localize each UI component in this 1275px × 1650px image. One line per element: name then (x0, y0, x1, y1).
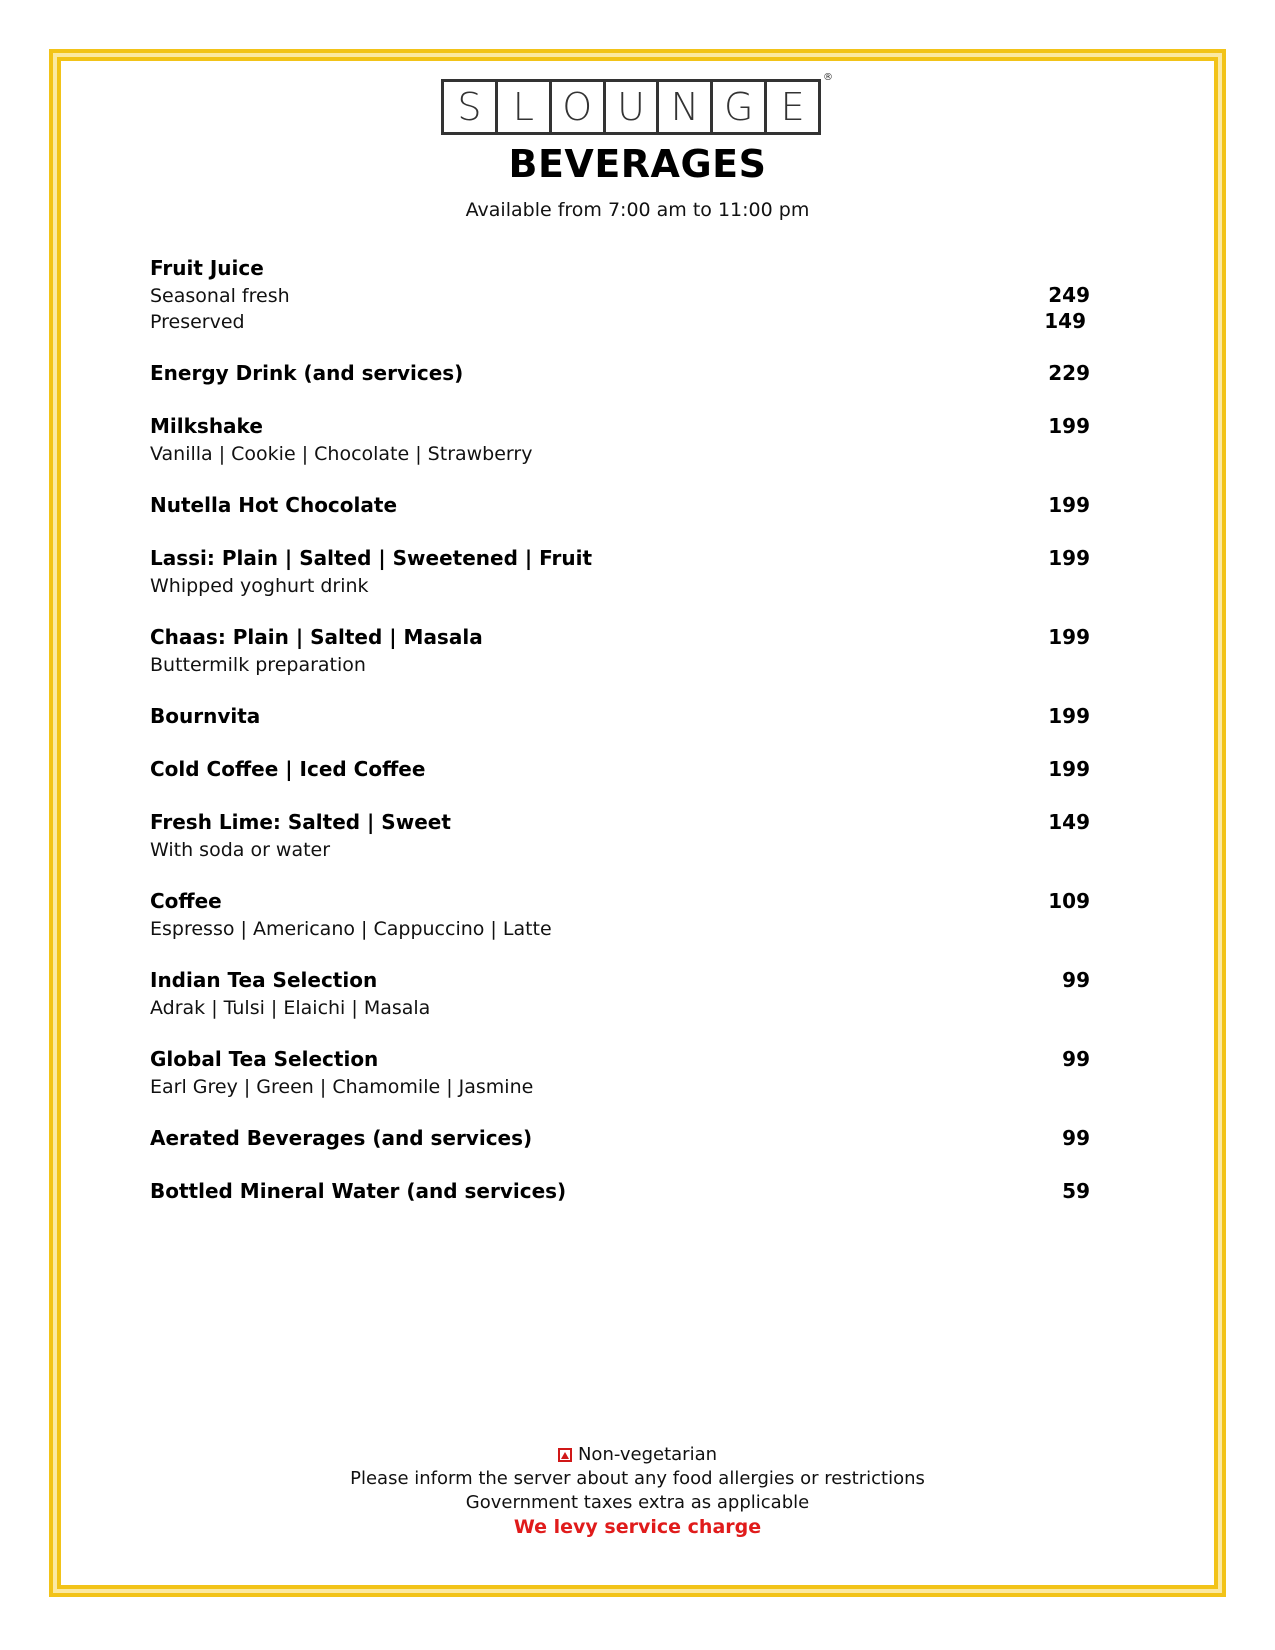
item-name: Chaas: Plain | Salted | Masala (150, 625, 483, 649)
option-name: Seasonal fresh (150, 285, 290, 307)
option-price: 149 (1044, 309, 1086, 333)
item-description: Whipped yoghurt drink (150, 575, 369, 597)
item-price: 149 (1048, 810, 1090, 834)
item-name: Global Tea Selection (150, 1047, 379, 1071)
menu-item-global-tea (150, 1047, 1090, 1100)
logo-letter: L (498, 82, 552, 132)
logo-letter: G (713, 82, 767, 132)
item-name: Lassi: Plain | Salted | Sweetened | Fruit (150, 546, 593, 570)
option-price: 249 (1048, 283, 1090, 307)
item-name: Fruit Juice (150, 256, 264, 280)
menu-item-aerated (150, 1126, 1090, 1153)
option-name: Preserved (150, 311, 245, 333)
allergy-note: Please inform the server about any food allergies or restrictions (350, 1468, 925, 1489)
item-name: Indian Tea Selection (150, 968, 378, 992)
item-name: Coffee (150, 889, 222, 913)
item-price: 199 (1048, 414, 1090, 438)
logo-letter: O (552, 82, 606, 132)
menu-item-chaas (150, 625, 1090, 678)
item-description: Vanilla | Cookie | Chocolate | Strawberry (150, 443, 533, 465)
menu-item-lassi (150, 546, 1090, 599)
item-name: Bournvita (150, 704, 261, 728)
page-title: BEVERAGES (508, 142, 767, 186)
logo-letter: U (606, 82, 660, 132)
item-description: Earl Grey | Green | Chamomile | Jasmine (150, 1076, 534, 1098)
item-description: Espresso | Americano | Cappuccino | Latte (150, 918, 552, 940)
menu-item-nutella (150, 493, 1090, 520)
menu-item-fruit-juice (150, 256, 1090, 335)
item-price: 109 (1048, 889, 1090, 913)
item-price: 99 (1062, 1047, 1090, 1071)
logo-letter: S (444, 82, 498, 132)
item-name: Cold Coffee | Iced Coffee (150, 757, 426, 781)
nonveg-legend (0, 1443, 1275, 1467)
logo-letter: E (780, 85, 805, 129)
item-price: 199 (1048, 546, 1090, 570)
item-description: With soda or water (150, 839, 331, 861)
menu-footer (0, 1443, 1275, 1539)
item-name: Nutella Hot Chocolate (150, 493, 398, 517)
tax-note: Government taxes extra as applicable (465, 1492, 810, 1513)
item-price: 229 (1048, 361, 1090, 385)
item-name: Fresh Lime: Salted | Sweet (150, 810, 451, 834)
menu-item-fresh-lime (150, 810, 1090, 863)
logo-letter: N (659, 82, 713, 132)
beverage-menu (150, 256, 1090, 1232)
item-price: 99 (1062, 1126, 1090, 1150)
item-name: Energy Drink (and services) (150, 361, 464, 385)
service-charge-note: We levy service charge (513, 1516, 762, 1538)
nonveg-icon (558, 1448, 572, 1462)
item-price: 199 (1048, 625, 1090, 649)
item-name: Milkshake (150, 414, 263, 438)
item-description: Adrak | Tulsi | Elaichi | Masala (150, 997, 431, 1019)
nonveg-label: Non-vegetarian (577, 1444, 718, 1465)
item-name: Aerated Beverages (and services) (150, 1126, 533, 1150)
item-description: Buttermilk preparation (150, 654, 366, 676)
menu-item-milkshake (150, 414, 1090, 467)
item-price: 199 (1048, 757, 1090, 781)
item-name: Bottled Mineral Water (and services) (150, 1179, 567, 1203)
menu-item-bournvita (150, 704, 1090, 731)
menu-item-indian-tea (150, 968, 1090, 1021)
slounge-logo (441, 79, 821, 135)
menu-item-cold-coffee (150, 757, 1090, 784)
menu-item-energy-drink (150, 361, 1090, 388)
item-option (150, 283, 1090, 309)
availability-hours: Available from 7:00 am to 11:00 pm (465, 199, 810, 221)
menu-item-coffee (150, 889, 1090, 942)
item-option (150, 309, 1090, 335)
item-price: 99 (1062, 968, 1090, 992)
item-price: 199 (1048, 704, 1090, 728)
item-price: 59 (1062, 1179, 1090, 1203)
registered-mark: ® (823, 72, 833, 83)
item-price: 199 (1048, 493, 1090, 517)
menu-item-water (150, 1179, 1090, 1206)
